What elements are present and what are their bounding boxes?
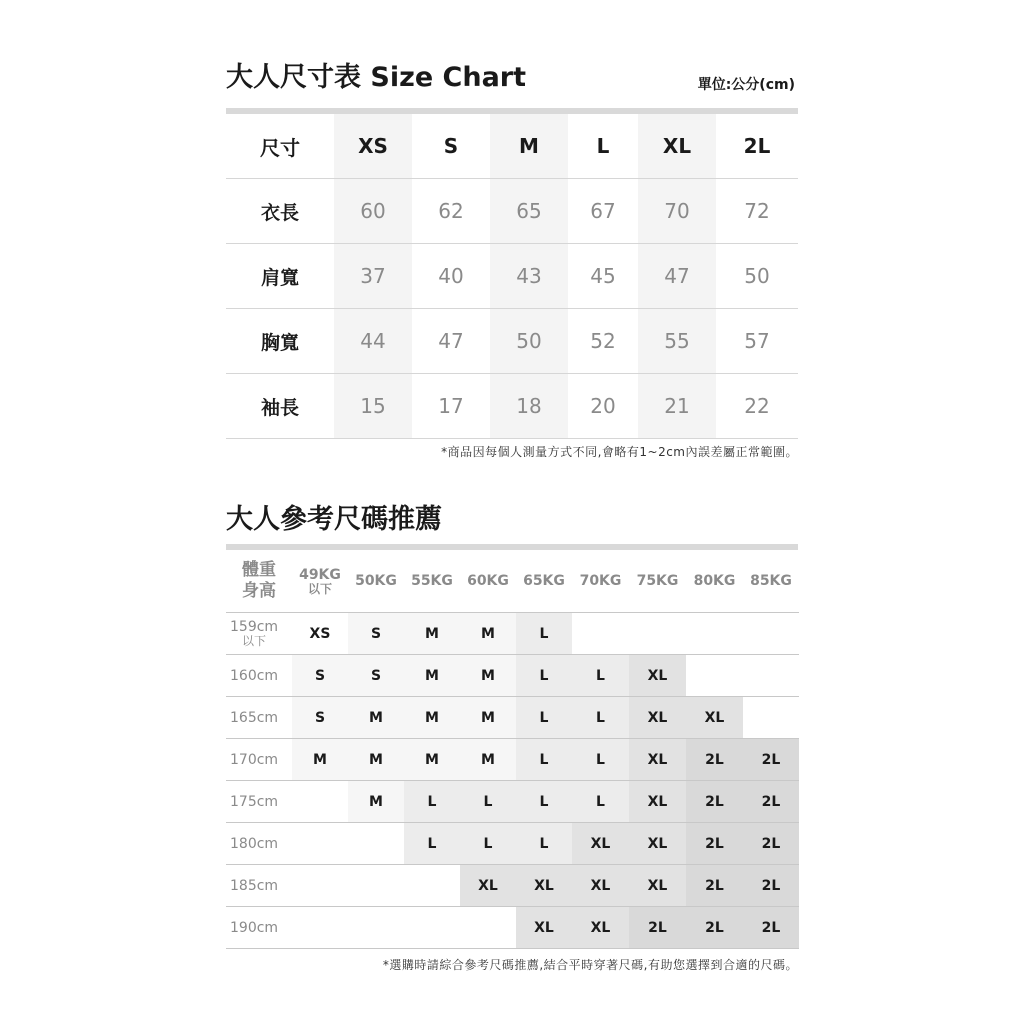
size-cell: XS: [292, 613, 348, 655]
value-cell: 47: [638, 244, 716, 309]
size-cell: 2L: [743, 865, 799, 907]
weight-header-row: [226, 550, 799, 613]
size-cell: M: [460, 697, 516, 739]
size-cell: 2L: [686, 823, 743, 865]
value-cell: 18: [490, 374, 568, 439]
size-cell: S: [292, 697, 348, 739]
table-row: [226, 865, 799, 907]
size-cell: M: [404, 697, 460, 739]
weight-header-cell: 55KG: [404, 550, 460, 613]
size-cell: M: [404, 655, 460, 697]
size-cell: XL: [572, 865, 629, 907]
value-cell: 20: [568, 374, 638, 439]
value-cell: 62: [412, 179, 490, 244]
size-cell: [292, 865, 348, 907]
size-cell: [686, 655, 743, 697]
size-cell: [629, 613, 686, 655]
corner-header: [226, 550, 292, 613]
size-cell: M: [404, 739, 460, 781]
size-cell: XL: [629, 865, 686, 907]
weight-header-cell: 60KG: [460, 550, 516, 613]
size-cell: XL: [629, 655, 686, 697]
weight-header-cell: 80KG: [686, 550, 743, 613]
size-cell: M: [292, 739, 348, 781]
weight-header-cell: 49KG 以下: [292, 550, 348, 613]
row-label: 袖長: [226, 374, 334, 439]
size-cell: XL: [572, 907, 629, 949]
size-cell: [743, 697, 799, 739]
size-cell: XL: [629, 781, 686, 823]
header-cell: 2L: [716, 114, 798, 179]
value-cell: 55: [638, 309, 716, 374]
weight-header-cell: 50KG: [348, 550, 404, 613]
size-chart-table: [226, 114, 798, 439]
height-label: 165cm: [226, 697, 292, 739]
size-cell: L: [516, 823, 572, 865]
value-cell: 65: [490, 179, 568, 244]
size-cell: XL: [460, 865, 516, 907]
size-cell: [348, 907, 404, 949]
height-label: 180cm: [226, 823, 292, 865]
size-cell: L: [572, 655, 629, 697]
value-cell: 50: [716, 244, 798, 309]
height-axis-label: 身高: [242, 581, 276, 601]
size-cell: L: [404, 823, 460, 865]
recommendation-title: 大人參考尺碼推薦: [226, 504, 442, 535]
height-label: 160cm: [226, 655, 292, 697]
size-cell: 2L: [743, 907, 799, 949]
unit-label: 單位:公分(cm): [697, 77, 795, 93]
size-cell: M: [348, 739, 404, 781]
height-label: 190cm: [226, 907, 292, 949]
value-cell: 44: [334, 309, 412, 374]
weight-header-cell: 70KG: [572, 550, 629, 613]
size-chart-title: 大人尺寸表 Size Chart: [226, 62, 527, 93]
size-cell: 2L: [743, 739, 799, 781]
value-cell: 37: [334, 244, 412, 309]
size-cell: [743, 613, 799, 655]
header-cell: S: [412, 114, 490, 179]
size-cell: M: [460, 613, 516, 655]
value-cell: 72: [716, 179, 798, 244]
size-cell: M: [348, 697, 404, 739]
value-cell: 57: [716, 309, 798, 374]
size-cell: XL: [516, 907, 572, 949]
value-cell: 43: [490, 244, 568, 309]
size-cell: [686, 613, 743, 655]
size-cell: [348, 823, 404, 865]
size-cell: 2L: [686, 865, 743, 907]
table-row: [226, 781, 799, 823]
size-cell: 2L: [686, 739, 743, 781]
size-cell: S: [348, 613, 404, 655]
size-cell: S: [348, 655, 404, 697]
header-cell: L: [568, 114, 638, 179]
table-row: [226, 179, 798, 244]
height-label: 159cm 以下: [226, 613, 292, 655]
size-cell: 2L: [629, 907, 686, 949]
size-cell: 2L: [686, 781, 743, 823]
table-row: [226, 244, 798, 309]
size-cell: XL: [629, 823, 686, 865]
size-cell: XL: [629, 739, 686, 781]
value-cell: 21: [638, 374, 716, 439]
recommendation-table: [226, 550, 799, 949]
header-cell: 尺寸: [226, 114, 334, 179]
weight-axis-label: 體重: [242, 560, 276, 580]
table-row: [226, 374, 798, 439]
size-cell: XL: [686, 697, 743, 739]
size-cell: L: [516, 781, 572, 823]
size-cell: L: [404, 781, 460, 823]
weight-header-cell: 75KG: [629, 550, 686, 613]
size-cell: [348, 865, 404, 907]
value-cell: 67: [568, 179, 638, 244]
table-row: [226, 613, 799, 655]
table-row: [226, 823, 799, 865]
size-cell: [572, 613, 629, 655]
height-label: 185cm: [226, 865, 292, 907]
size-cell: L: [572, 697, 629, 739]
value-cell: 70: [638, 179, 716, 244]
value-cell: 17: [412, 374, 490, 439]
value-cell: 22: [716, 374, 798, 439]
size-cell: [292, 781, 348, 823]
size-cell: [404, 907, 460, 949]
size-cell: [743, 655, 799, 697]
height-label: 170cm: [226, 739, 292, 781]
size-cell: L: [460, 823, 516, 865]
row-label: 胸寬: [226, 309, 334, 374]
table-row: [226, 697, 799, 739]
value-cell: 60: [334, 179, 412, 244]
size-cell: L: [460, 781, 516, 823]
value-cell: 40: [412, 244, 490, 309]
table-row: [226, 907, 799, 949]
size-cell: [404, 865, 460, 907]
value-cell: 50: [490, 309, 568, 374]
size-cell: M: [348, 781, 404, 823]
table-row: [226, 655, 799, 697]
size-cell: L: [572, 781, 629, 823]
table-row: [226, 739, 799, 781]
size-cell: M: [404, 613, 460, 655]
weight-header-cell: 65KG: [516, 550, 572, 613]
size-cell: L: [516, 613, 572, 655]
value-cell: 52: [568, 309, 638, 374]
size-cell: L: [516, 655, 572, 697]
value-cell: 45: [568, 244, 638, 309]
size-chart-header-row: [226, 114, 798, 179]
size-cell: L: [516, 739, 572, 781]
size-cell: M: [460, 655, 516, 697]
size-cell: M: [460, 739, 516, 781]
recommendation-note: *選購時請綜合參考尺碼推薦,結合平時穿著尺碼,有助您選擇到合適的尺碼。: [382, 958, 798, 972]
header-cell: XL: [638, 114, 716, 179]
size-cell: S: [292, 655, 348, 697]
size-cell: [292, 823, 348, 865]
size-cell: XL: [572, 823, 629, 865]
size-cell: [460, 907, 516, 949]
value-cell: 47: [412, 309, 490, 374]
size-cell: L: [516, 697, 572, 739]
header-cell: XS: [334, 114, 412, 179]
size-cell: 2L: [743, 823, 799, 865]
size-cell: L: [572, 739, 629, 781]
table-row: [226, 309, 798, 374]
row-label: 衣長: [226, 179, 334, 244]
height-label: 175cm: [226, 781, 292, 823]
size-cell: 2L: [743, 781, 799, 823]
size-cell: 2L: [686, 907, 743, 949]
size-cell: XL: [629, 697, 686, 739]
size-chart-note: *商品因每個人測量方式不同,會略有1~2cm內誤差屬正常範圍。: [441, 445, 798, 459]
size-cell: XL: [516, 865, 572, 907]
header-cell: M: [490, 114, 568, 179]
row-label: 肩寬: [226, 244, 334, 309]
weight-header-cell: 85KG: [743, 550, 799, 613]
size-cell: [292, 907, 348, 949]
value-cell: 15: [334, 374, 412, 439]
